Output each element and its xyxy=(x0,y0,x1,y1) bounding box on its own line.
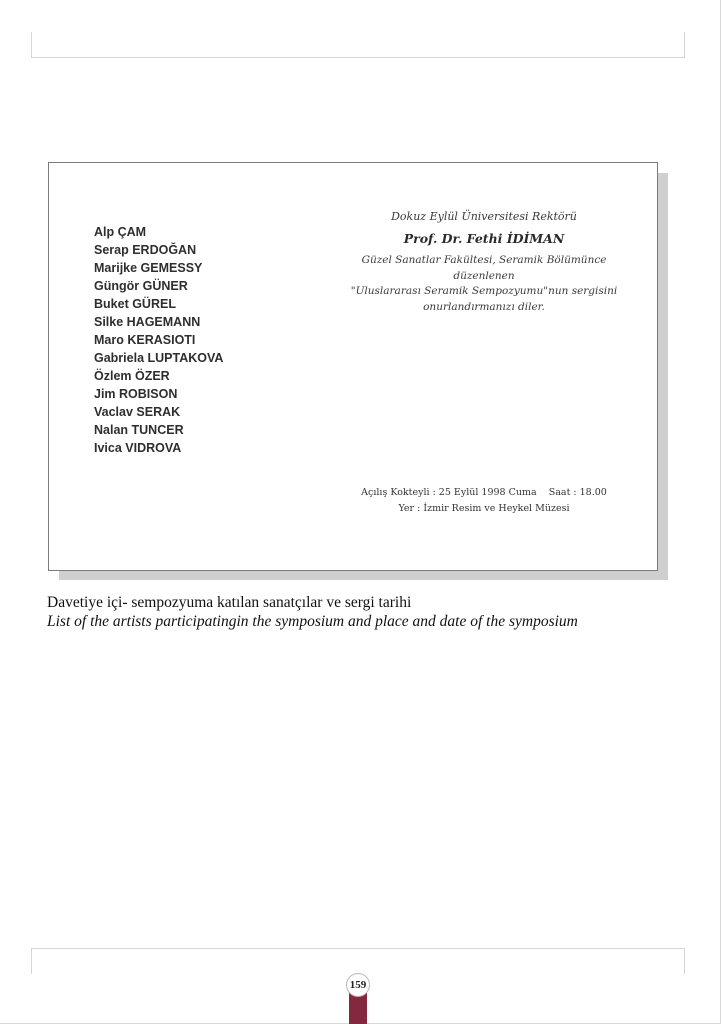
artist-name: Güngör GÜNER xyxy=(94,279,188,293)
rector-name: Prof. Dr. Fethi İDİMAN xyxy=(403,231,565,246)
event-info xyxy=(334,485,634,516)
artist-list xyxy=(94,223,223,457)
invitation-line: Güzel Sanatlar Fakültesi, Seramik Bölümünce düzenlenen xyxy=(361,254,607,282)
artist-name: Vaclav SERAK xyxy=(94,405,181,419)
caption-turkish: Davetiye içi- sempozyuma katılan sanatçılar ve sergi tarihi xyxy=(47,594,412,611)
invitation-text xyxy=(334,209,634,315)
caption-english: List of the artists participatingin the symposium and place and date of the symposium xyxy=(47,613,578,630)
artist-name: Silke HAGEMANN xyxy=(94,315,201,329)
event-time: Açılış Kokteyli : 25 Eylül 1998 Cuma Saat : 18.00 xyxy=(361,487,607,498)
footer-frame xyxy=(31,948,685,974)
figure-caption xyxy=(47,593,687,631)
artist-name: Marijke GEMESSY xyxy=(94,261,203,275)
artist-name: Özlem ÖZER xyxy=(94,369,170,383)
artist-name: Buket GÜREL xyxy=(94,297,176,311)
invitation-line: "Uluslararası Seramik Sempozyumu"nun sergisini xyxy=(350,285,618,297)
header-frame xyxy=(31,32,685,58)
artist-name: Gabriela LUPTAKOVA xyxy=(94,351,224,365)
invitation-card xyxy=(48,162,658,571)
artist-name: Jim ROBISON xyxy=(94,387,178,401)
event-place: Yer : İzmir Resim ve Heykel Müzesi xyxy=(398,502,570,514)
invitation-body xyxy=(334,253,634,315)
page-number: 159 xyxy=(346,973,370,997)
invitation-line: onurlandırmanızı diler. xyxy=(423,300,545,313)
artist-name: Serap ERDOĞAN xyxy=(94,243,197,257)
artist-name: Nalan TUNCER xyxy=(94,423,184,437)
artist-name: Ivica VIDROVA xyxy=(94,441,182,455)
rector-title: Dokuz Eylül Üniversitesi Rektörü xyxy=(391,210,577,223)
artist-name: Maro KERASIOTI xyxy=(94,333,196,347)
artist-name: Alp ÇAM xyxy=(94,225,147,239)
